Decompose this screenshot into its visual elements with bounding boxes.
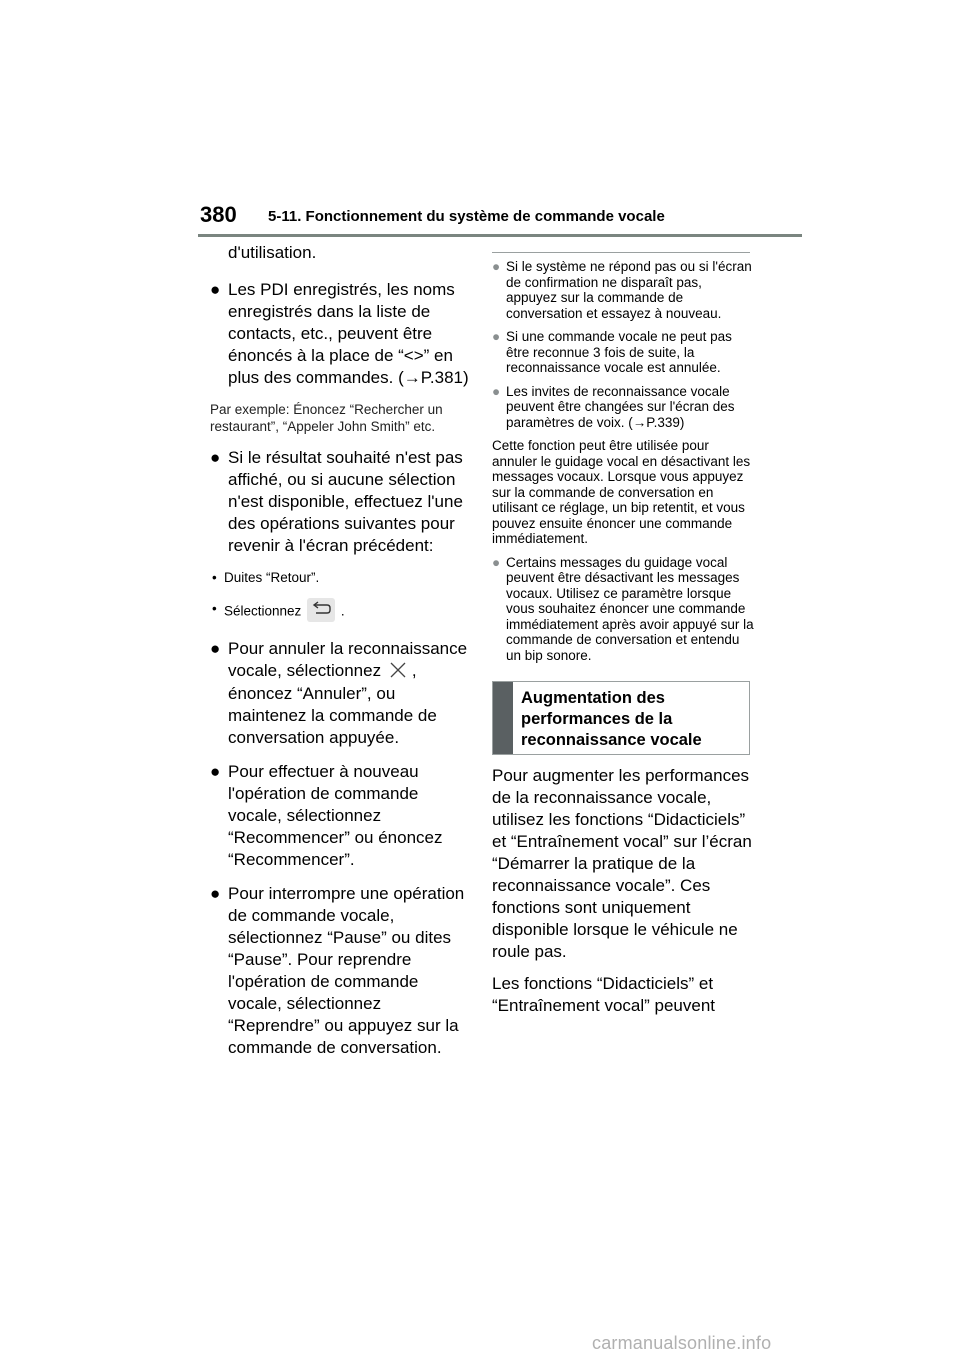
watermark: carmanualsonline.info: [592, 1333, 772, 1353]
bullet-restart: [210, 761, 470, 871]
bullet-dot-icon: ●: [210, 639, 221, 658]
subbullet-dot-icon: •: [212, 601, 217, 616]
bullet-cancel: [210, 638, 470, 749]
note-item: [492, 329, 754, 376]
subbullet-dot-icon: •: [212, 570, 217, 585]
bullet-poi-names: [210, 279, 470, 389]
subbullet-text: Duites “Retour”.: [224, 570, 320, 585]
section-heading-box: [492, 681, 750, 755]
bullet-pause: [210, 883, 470, 1059]
bullet-text: Les PDI enregistrés, les noms enregistrés dans la liste de contacts, etc., peuvent être énoncés à la place de “<>” en plus des commandes. (→P.381): [228, 280, 469, 387]
chapter-title: 5-11. Fonctionnement du système de commande vocale: [268, 208, 665, 225]
bullet-text-after: , énoncez “Annuler”, ou maintenez la commande de conversation appuyée.: [228, 661, 437, 747]
subbullet-say-back: [210, 569, 470, 586]
note-text: Les invites de reconnaissance vocale peuvent être changées sur l'écran des paramètres de voix. (→P.339): [506, 383, 735, 430]
continuation-text: d'utilisation.: [228, 243, 317, 262]
bullet-dot-icon: ●: [210, 448, 221, 467]
bullet-text: Si le résultat souhaité n'est pas affiché, ou si aucune sélection n'est disponible, effectuez l'une des opérations suivantes pour revenir à l'écran précédent:: [228, 448, 463, 555]
body-paragraph: Les fonctions “Didacticiels” et “Entraînement vocal” peuvent: [492, 974, 716, 1015]
header-rule: [198, 234, 802, 237]
note-dot-icon: ●: [492, 383, 501, 399]
bullet-text: Pour interrompre une opération de commande vocale, sélectionnez “Pause” ou dites “Pause”. Pour reprendre l'opération de commande vocale, sélectionnez “Reprendre” ou appuyez sur la commande de conversation.: [228, 883, 465, 1057]
bullet-dot-icon: ●: [210, 280, 221, 299]
bullet-dot-icon: ●: [210, 883, 221, 903]
note-plain-text: Cette fonction peut être utilisée pour annuler le guidage vocal en désactivant les messages vocaux. Lorsque vous appuyez sur la commande de conversation en utilisant ce réglage, un bip retentit, et vous pouvez ensuite énoncer une commande immédiatement.: [492, 438, 751, 546]
bullet-text: Pour effectuer à nouveau l'opération de commande vocale, sélectionnez “Recommencer” ou énoncez “Recommencer”.: [228, 761, 443, 869]
section-title: Augmentation des performances de la reconnaissance vocale: [521, 689, 702, 749]
note-dot-icon: ●: [492, 259, 501, 274]
back-arrow-icon: [307, 598, 335, 622]
subbullet-text-before: Sélectionnez: [224, 603, 302, 619]
example-text: Par exemple: Énoncez “Rechercher un restaurant”, “Appeler John Smith” etc.: [210, 402, 443, 434]
note-item: [492, 259, 754, 321]
body-paragraph: Pour augmenter les performances de la reconnaissance vocale, utilisez les fonctions “Didacticiels” et “Entraînement vocal” sur l’écran “Démarrer la pratique de la reconnaissance vocale”. Ces fonctions sont uniquement disponible lorsque le véhicule ne roule pas.: [492, 766, 752, 961]
note-dot-icon: ●: [492, 329, 501, 344]
close-icon: [386, 659, 410, 681]
subbullet-select-back: [210, 600, 470, 624]
right-column: [492, 252, 754, 1027]
note-item: [492, 384, 754, 431]
section-bar: [493, 682, 513, 754]
left-column: [210, 242, 470, 1071]
notes-rule: [492, 252, 750, 253]
page-number: 380: [200, 202, 237, 227]
note-item: [492, 555, 754, 664]
page-header: [198, 198, 802, 238]
subbullet-text-after: .: [340, 603, 345, 619]
bullet-no-result: [210, 447, 470, 557]
note-text: Si le système ne répond pas ou si l'écran de confirmation ne disparaît pas, appuyez sur la commande de conversation et essayez à nouveau.: [506, 259, 752, 321]
note-dot-icon: ●: [492, 554, 501, 570]
bullet-dot-icon: ●: [210, 761, 221, 781]
note-text: Si une commande vocale ne peut pas être reconnue 3 fois de suite, la reconnaissance vocale est annulée.: [506, 329, 732, 375]
note-text: Certains messages du guidage vocal peuvent être désactivant les messages vocaux. Utilisez ce paramètre lorsque vous souhaitez énoncer une commande immédiatement après avoir appuyé sur la commande de conversation et entendu un bip sonore.: [506, 554, 754, 663]
bullet-text-before: Pour annuler la reconnaissance vocale, sélectionnez: [228, 639, 468, 680]
